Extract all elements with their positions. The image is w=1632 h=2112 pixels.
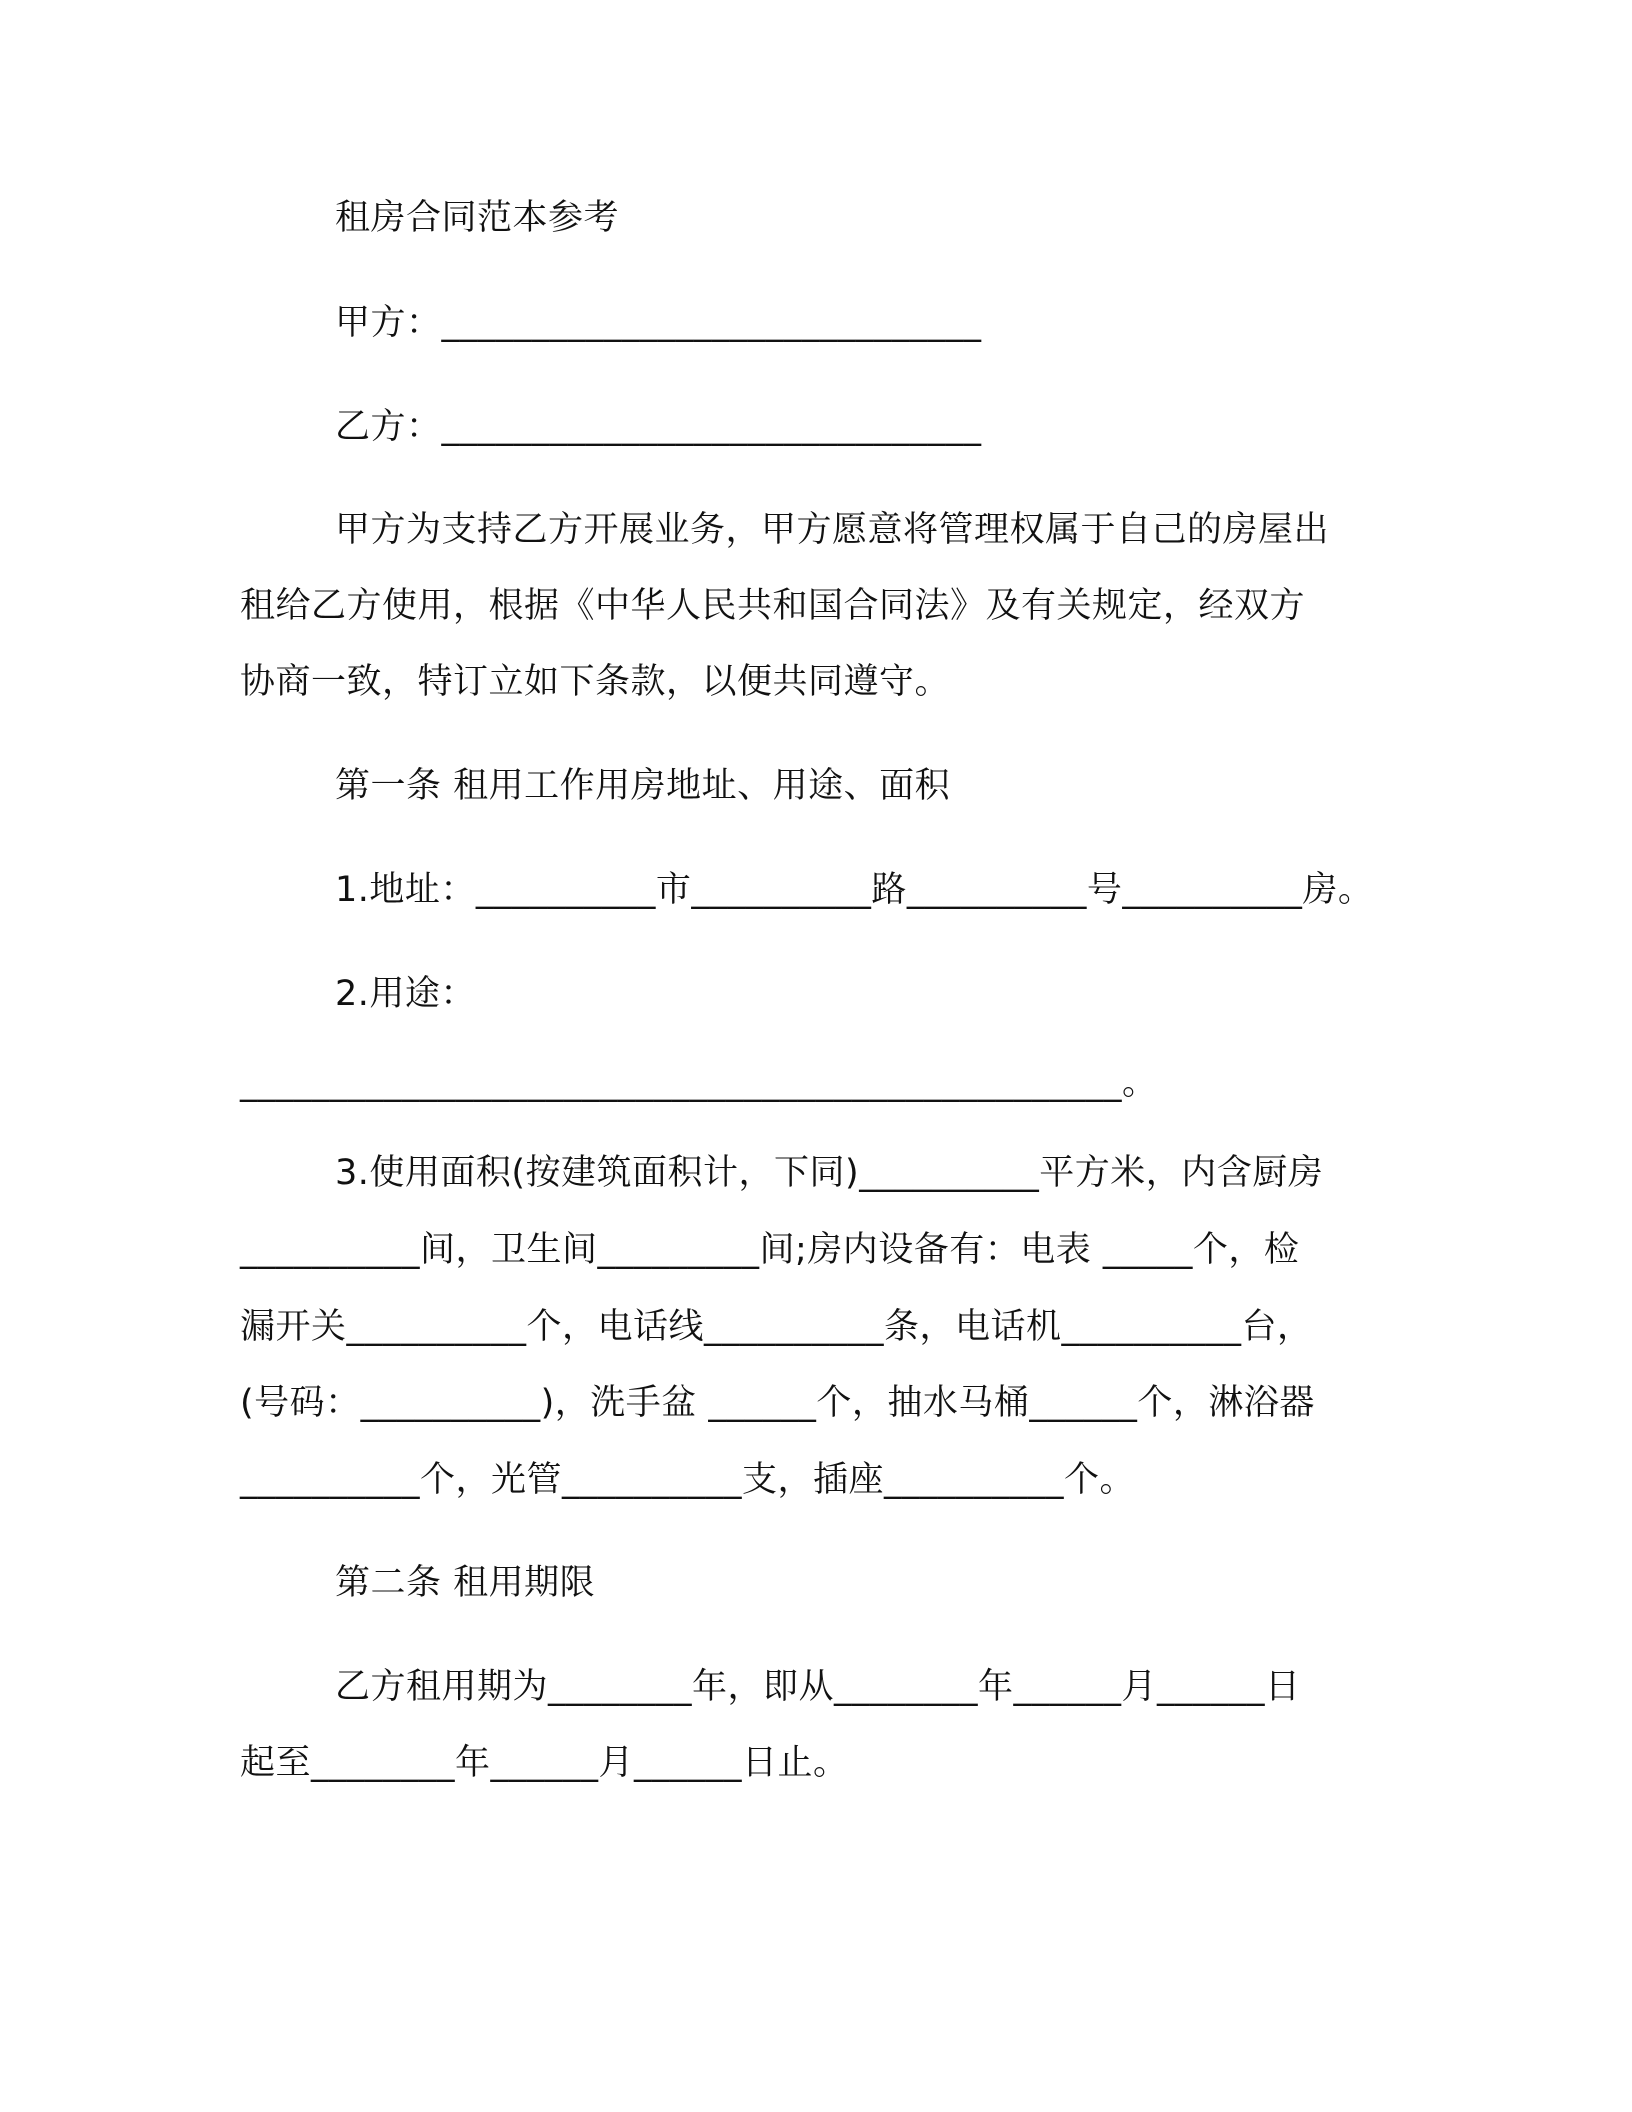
area-line-5: __________个，光管__________支，插座__________个。 [240, 1460, 1136, 1500]
address-item: 1.地址：__________市__________路__________号__________房。 [335, 870, 1374, 910]
article-2-heading: 第二条 租用期限 [335, 1563, 596, 1603]
purpose-label: 2.用途： [335, 974, 476, 1014]
document-title: 租房合同范本参考 [335, 198, 620, 238]
intro-line-3: 协商一致，特订立如下条款，以便共同遵守。 [240, 662, 951, 702]
area-line-1: 3.使用面积(按建筑面积计，下同)__________平方米，内含厨房 [335, 1153, 1324, 1193]
area-line-2: __________间，卫生间_________间;房内设备有：电表 _____个，检 [240, 1230, 1300, 1270]
intro-line-1: 甲方为支持乙方开展业务，甲方愿意将管理权属于自己的房屋出 [335, 510, 1330, 550]
area-line-4: (号码：__________)，洗手盆 ______个，抽水马桶______个，淋浴器 [240, 1383, 1315, 1423]
party-b-line: 乙方：______________________________ [335, 407, 982, 447]
purpose-blank: _________________________________________________。 [240, 1063, 1158, 1103]
area-line-3: 漏开关__________个，电话线__________条，电话机__________台， [240, 1307, 1313, 1347]
term-line-1: 乙方租用期为________年，即从________年______月______日 [335, 1667, 1301, 1707]
intro-line-2: 租给乙方使用，根据《中华人民共和国合同法》及有关规定，经双方 [240, 586, 1306, 626]
term-line-2: 起至________年______月______日止。 [240, 1743, 849, 1783]
party-a-line: 甲方：______________________________ [335, 303, 982, 343]
article-1-heading: 第一条 租用工作用房地址、用途、面积 [335, 766, 951, 806]
